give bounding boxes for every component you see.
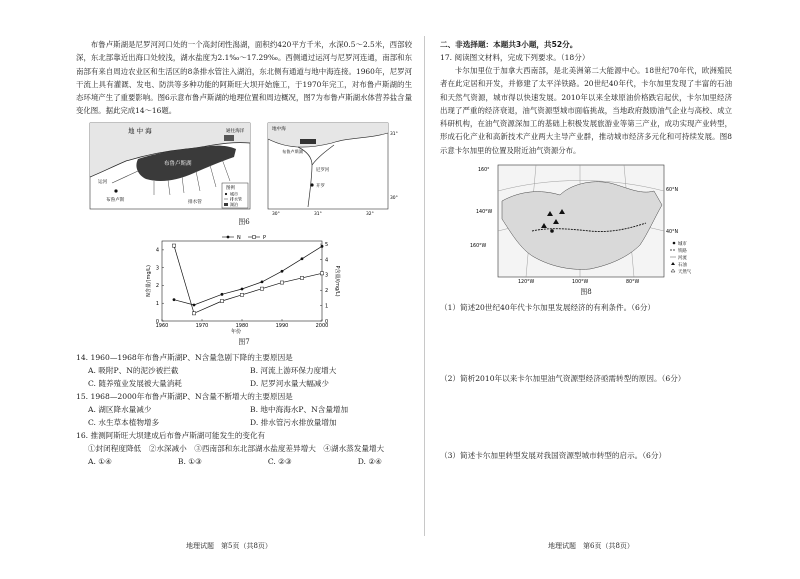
figure-8-caption: 图8 [580, 288, 592, 297]
y-left-tick-label: 0 [155, 318, 159, 325]
drain-label: 排水管 [188, 199, 202, 205]
question-14-stem: 14. 1960—1968年布鲁卢斯湖P、N含量急剧下降的主要原因是 [76, 352, 293, 362]
q16-option-b[interactable]: B. ①③ [177, 456, 202, 466]
legend-p: P [263, 234, 267, 241]
footer-left: 地理试题 第5页（共8页） [186, 542, 272, 550]
series-p-point [300, 276, 303, 279]
label-lat-60: 60°N [666, 188, 679, 194]
label-lon-120: 120°W [518, 280, 535, 286]
q14-option-b[interactable]: B. 河流上游环保力度增大 [250, 365, 337, 375]
legend-title: 图例 [226, 185, 235, 191]
question-15-options [76, 403, 412, 429]
legend8-gas: 天然气 [678, 270, 692, 276]
label-lon-140: 140°W [476, 210, 493, 216]
y-right-tick-label: 0 [325, 318, 329, 325]
label-lat-40: 40°N [666, 230, 679, 236]
y-right-tick-label: 5 [325, 241, 329, 248]
inset-sea-label: 地中海 [272, 126, 286, 132]
series-n-point [261, 280, 264, 283]
y-right-tick-label: 1 [325, 303, 329, 310]
city-calgary [550, 229, 554, 233]
column-divider [424, 36, 425, 536]
left-column [76, 38, 412, 468]
inset-lat-30: 30° [390, 195, 398, 201]
q14-option-d[interactable]: D. 尼罗河水量大幅减少 [250, 378, 329, 388]
legend-city: 城市 [230, 191, 238, 197]
chart-legend [222, 235, 266, 241]
figure-7-chart [76, 231, 412, 335]
question-16-options [76, 455, 412, 468]
series-n-point [173, 298, 176, 301]
q15-option-d[interactable]: D. 排水管污水排放量增加 [250, 417, 337, 427]
y-left-tick-label: 2 [155, 283, 159, 290]
q16-option-d[interactable]: D. ②④ [357, 456, 382, 466]
series-p-point [280, 281, 283, 284]
question-16-stem: 16. 推测阿斯旺大坝建成后布鲁卢斯湖可能发生的变化有 [76, 430, 266, 440]
lake-label: 布鲁卢斯湖 [164, 160, 192, 167]
inset-lon-32: 32° [366, 211, 374, 215]
series-n-point [193, 303, 196, 306]
series-p-point [260, 287, 263, 290]
inset-river-label: 尼罗河 [316, 167, 330, 173]
inset-lat-31: 31° [390, 131, 398, 137]
figure-6-map [76, 121, 412, 215]
x-tick-label: 1970 [195, 322, 209, 329]
sea-label: 地 中 海 [128, 126, 152, 135]
question-17-stem: 17. 阅读图文材料，完成下列要求。（18分） [440, 53, 590, 62]
legend8-railway: 铁路 [678, 249, 687, 255]
inset-city-label: 开罗 [316, 183, 325, 189]
label-lon-80: 80°W [626, 280, 640, 286]
q15-option-a[interactable]: A. 湖区降水量减少 [88, 404, 152, 414]
series-n-point [301, 257, 304, 260]
inset-lon-30: 30° [272, 211, 280, 215]
question-17-passage: 卡尔加里位于加拿大西南部，是北美洲第二大能源中心。18世纪70年代，欧洲殖民者在此定居和开发，并修建了太平洋铁路。20世纪40年代，卡尔加里发现了丰富的石油和天然气资源，城市得以快速发展。2010年以来全球原油价格跌宕起伏，卡尔加里经济出现了严重的经济衰退，油气资源型城市面临挑战，当地政府鼓励油气企业与高校、成立科研机构，在油气资源深加工的基础上积极发展旅游业等第三产业，成功实现产业转型，形成石化产业和高新技术产业两大主导产业群，推动城市经济多元化和可持续发展。图8示意卡尔加里的位置及附近油气资源分布。 [440, 66, 732, 155]
y-right-tick-label: 3 [325, 272, 329, 279]
series-p-line [174, 245, 322, 313]
series-p-point [192, 311, 195, 314]
label-lon-100: 100°W [572, 280, 589, 286]
inset-lon-31: 31° [314, 211, 322, 215]
right-column [440, 38, 732, 462]
city-label: 布鲁卢斯 [106, 197, 125, 203]
y-axis-left-label: N含量/(mg/L) [146, 264, 152, 297]
figure-6-caption: 图6 [238, 217, 250, 226]
q16-option-c[interactable]: C. ②③ [267, 456, 292, 466]
section-title: 二、非选择题：本题共3小题，共52分。 [440, 40, 578, 49]
x-tick-label: 1980 [235, 322, 249, 329]
q15-option-c[interactable]: C. 水生草本植物增多 [88, 417, 160, 427]
series-n-point [321, 245, 324, 248]
series-p-point [220, 299, 223, 302]
question-15-stem: 15. 1968—2000年布鲁卢斯湖P、N含量不断增大的主要原因是 [76, 391, 293, 401]
x-tick-label: 1960 [155, 322, 169, 329]
inset-lake [300, 139, 316, 144]
y-right-tick-label: 4 [325, 257, 329, 264]
figure-8-map [440, 161, 732, 285]
x-tick-label: 2000 [315, 322, 329, 329]
answer-space-1[interactable] [440, 314, 732, 372]
y-left-tick-label: 3 [155, 265, 159, 272]
q14-option-a[interactable]: A. 吸附P、N的泥沙被拦截 [88, 365, 179, 375]
series-p-point [172, 244, 175, 247]
subquestion-1: （1）简述20世纪40年代卡尔加里发展经济的有利条件。（6分） [440, 303, 656, 313]
series-n-point [221, 293, 224, 296]
x-tick-label: 1990 [275, 322, 289, 329]
footer-right: 地理试题 第6页（共8页） [548, 542, 634, 550]
y-axis-right-label: P含量/(mg/L) [334, 265, 340, 297]
city-dot [114, 189, 117, 192]
q15-option-b[interactable]: B. 地中海海水P、N含量增加 [250, 404, 349, 414]
subquestion-3: （3）简述卡尔加里转型发展对我国资源型城市转型的启示。（6分） [440, 451, 667, 461]
y-left-tick-label: 4 [155, 247, 159, 254]
series-p-point [320, 271, 323, 274]
figure-7-caption: 图7 [238, 337, 250, 346]
q16-option-a[interactable]: A. ①④ [88, 456, 112, 466]
y-left-tick-label: 1 [155, 300, 159, 307]
fig8-legend [670, 240, 692, 275]
legend-lake: 湖泊 [230, 201, 238, 207]
x-axis-label: 年份 [230, 328, 242, 335]
y-right-tick-label: 2 [325, 287, 329, 294]
label-lon-160w: 160°W [470, 244, 487, 250]
series-p-point [240, 293, 243, 296]
series-n-point [241, 287, 244, 290]
outlet-label: 通往海洋 [226, 128, 245, 134]
question-14-options [76, 364, 412, 390]
label-lon-160: 160° [478, 168, 490, 174]
legend-n: N [237, 234, 241, 241]
question-16-items: ①封闭程度降低 ②水深减小 ③西南部和东北部湖水盐度差异增大 ④湖水蒸发量增大 [88, 443, 385, 453]
legend-drain: 排水管 [230, 196, 242, 202]
subquestion-2: （2）简析2010年以来卡尔加里油气资源型经济亟需转型的原因。（6分） [440, 374, 686, 384]
legend8-city: 城市 [678, 242, 687, 248]
outlet-box [224, 135, 234, 141]
series-n-line [174, 246, 322, 305]
q14-option-c[interactable]: C. 随养殖业发展被大量消耗 [88, 378, 182, 388]
inset-lake-label: 布鲁卢斯湖 [282, 148, 303, 154]
legend8-river: 河流 [678, 256, 687, 262]
plot-frame [162, 241, 322, 321]
canal-label: 运河 [98, 179, 108, 185]
intro-passage: 布鲁卢斯湖是尼罗河河口处的一个高封闭性潟湖，面积约420平方千米，水深0.5～2.5米，西部较深，东北部靠近出海口处较浅，湖水盐度为2.1‰～17.29‰。西侧通过运河与尼罗河连通，南部和东南部有来自周边农业区和生活区的8条排水管注入湖泊，东北侧有通道与地中海连接。1960年，尼罗河干流上具有灌溉、发电、防洪等多种功能的阿斯旺大坝开始施工，于1970年完工，对布鲁卢斯湖的生态环境产生了重要影响。图6示意布鲁卢斯湖的地理位置和周边概况，图7为布鲁卢斯湖水体营养盐含量变化图。据此完成14～16题。 [76, 40, 412, 116]
legend8-oil: 石油 [678, 263, 687, 269]
series-n-point [281, 270, 284, 273]
answer-space-2[interactable] [440, 385, 732, 449]
